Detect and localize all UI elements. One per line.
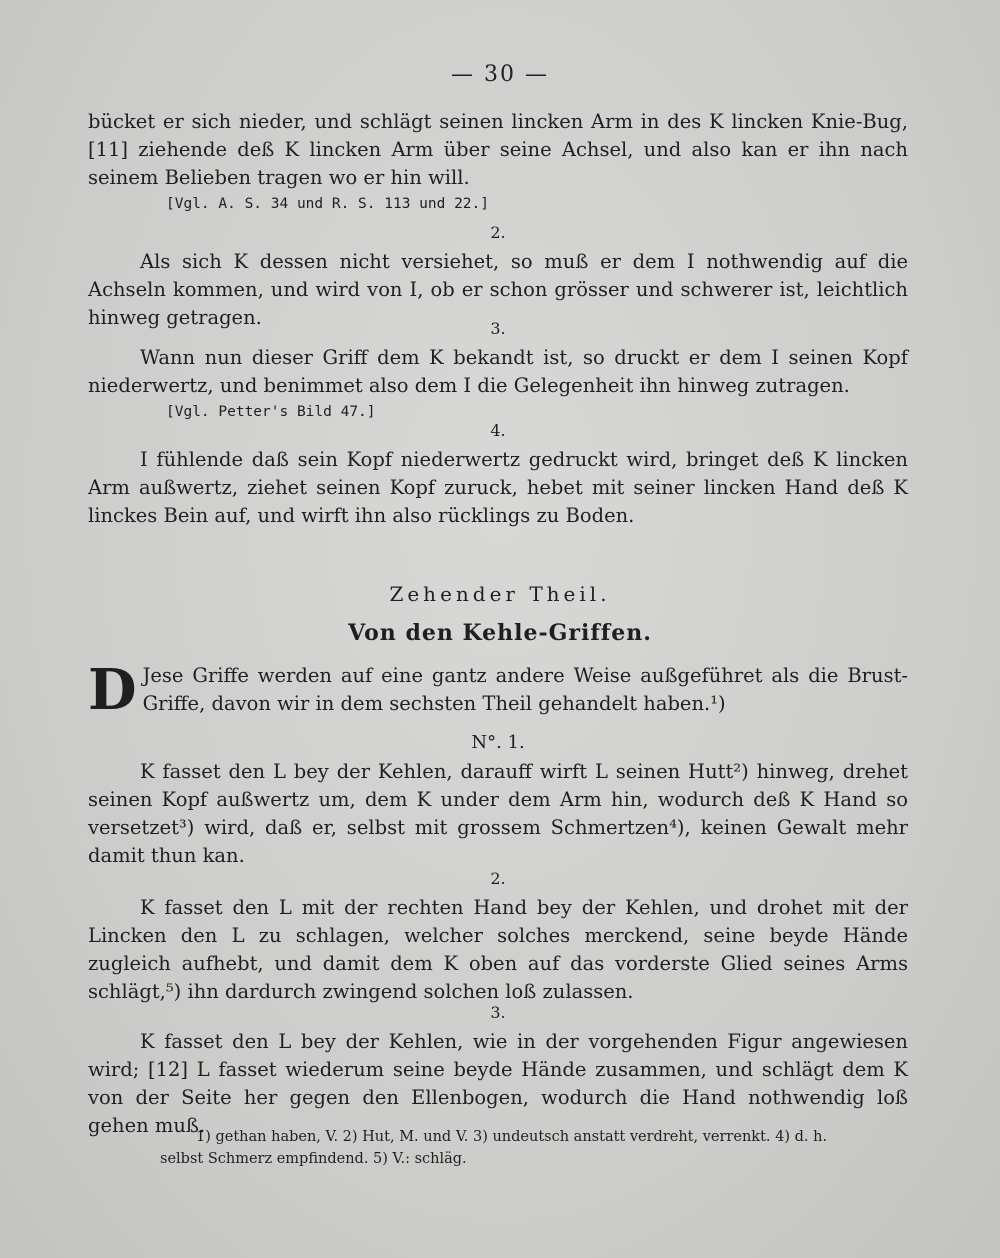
section-number: 3. <box>490 1003 506 1022</box>
section-paragraph: Wann nun dieser Griff dem K bekandt ist, so druckt er dem I seinen Kopf niederwertz, und benimmet also dem I die Gelegenheit ihn hinweg zutragen. <box>88 346 908 397</box>
number-3 <box>88 1002 908 1140</box>
section-paragraph: K fasset den L bey der Kehlen, wie in der vorgehenden Figur angewiesen wird; [12] L fasset wiederum seine beyde Hände zusammen, und schlägt dem K von der Seite her gegen den Ellenbogen, wodurch die Hand nothwendig loß gehen muß. <box>88 1030 908 1137</box>
section-4 <box>88 420 908 530</box>
section-paragraph: I fühlende daß sein Kopf niederwertz gedruckt wird, bringet deß K lincken Arm außwertz, ziehet seinen Kopf zuruck, hebet mit seiner lincken Hand deß K linckes Bein auf, und wirft ihn also rücklings zu Boden. <box>88 448 908 527</box>
footnote-line: selbst Schmerz empfindend. 5) V.: schläg. <box>160 1151 467 1167</box>
section-number: 2. <box>490 869 506 888</box>
reference-note: [Vgl. A. S. 34 und R. S. 113 und 22.] <box>166 196 490 212</box>
section-paragraph: K fasset den L bey der Kehlen, darauff wirft L seinen Hutt²) hinweg, drehet seinen Kopf außwertz um, dem K under dem Arm hin, wodurch deß K Hand so versetzet³) wird, daß er, selbst mit grossem Schmertzen⁴), keinen Gewalt mehr damit thun kan. <box>88 760 908 867</box>
intro-text: Jese Griffe werden auf eine gantz andere Weise außgeführet als die Brust-Griffe, davon wir in dem sechsten Theil gehandelt haben.¹) <box>142 664 908 715</box>
intro-paragraph-block <box>88 657 908 723</box>
drop-cap: D <box>88 657 137 723</box>
page-number: — 30 — <box>451 62 549 87</box>
footnote-line: 1) gethan haben, V. 2) Hut, M. und V. 3) undeutsch anstatt verdreht, verrenkt. 4) d. h. <box>196 1129 828 1145</box>
section-paragraph: K fasset den L mit der rechten Hand bey der Kehlen, und drohet mit der Lincken den L zu schlagen, welcher solches merckend, seine beyde Hände zugleich aufhebt, und damit dem K oben auf das vorderste Glied seines Arms schlägt,⁵) ihn dardurch zwingend solchen loß zulassen. <box>88 896 908 1003</box>
number-1 <box>88 732 908 870</box>
continuation-paragraph-block <box>88 108 908 214</box>
reference-note: [Vgl. Petter's Bild 47.] <box>166 404 376 420</box>
section-paragraph: Als sich K dessen nicht versiehet, so muß er dem I nothwendig auf die Achseln kommen, und wird von I, ob er schon grösser und schwerer ist, leichtlich hinweg getragen. <box>88 250 908 329</box>
footnotes <box>160 1126 905 1170</box>
continuation-paragraph: bücket er sich nieder, und schlägt seinen lincken Arm in des K lincken Knie-Bug, [11] ziehende deß K lincken Arm über seine Achsel, und also kan er ihn nach seinem Belieben tragen wo er hin will. <box>88 110 908 189</box>
section-number: 3. <box>490 319 506 338</box>
number-2 <box>88 868 908 1006</box>
section-number: N°. 1. <box>471 732 525 753</box>
part-heading: Zehender Theil. <box>389 582 611 606</box>
part-subheading: Von den Kehle-Griffen. <box>348 620 652 646</box>
intro-paragraph <box>88 657 908 723</box>
section-3 <box>88 318 908 422</box>
section-number: 4. <box>490 421 506 440</box>
section-number: 2. <box>490 223 506 242</box>
section-2 <box>88 222 908 332</box>
